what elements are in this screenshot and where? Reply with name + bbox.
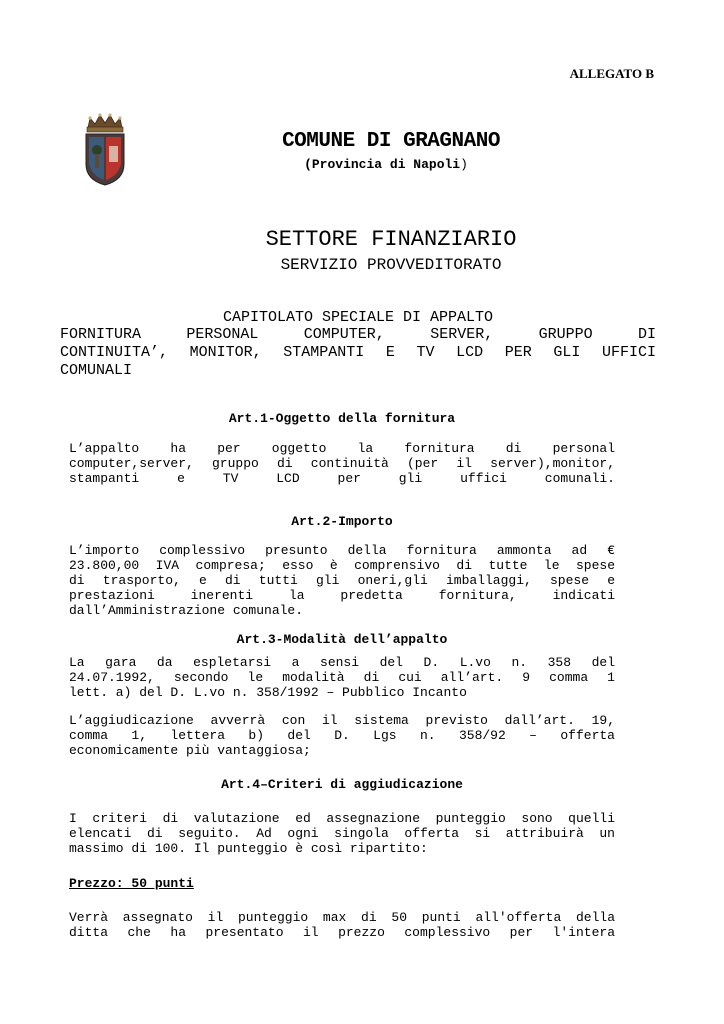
specification-line: COMUNALI: [60, 362, 133, 379]
price-criterion-heading: Prezzo: 50 punti: [69, 876, 194, 891]
specification-subject: [60, 326, 656, 380]
art4-heading: Art.4–Criteri di aggiudicazione: [221, 777, 463, 792]
art2-paragraph: [69, 543, 615, 618]
sector-title: SETTORE FINANZIARIO: [265, 227, 517, 252]
specification-title: CAPITOLATO SPECIALE DI APPALTO: [222, 309, 494, 326]
paragraph-line: prestazioni inerenti la predetta fornitura, indicati: [69, 588, 615, 603]
paragraph-line: comma 1, lettera b) del D. Lgs n. 358/92 – offerta: [69, 728, 615, 743]
art4-paragraph: [69, 811, 615, 856]
price-criterion-paragraph: [69, 910, 615, 940]
paragraph-line: I criteri di valutazione ed assegnazione punteggio sono quelli: [69, 811, 615, 826]
specification-line: CONTINUITA’, MONITOR, STAMPANTI E TV LCD PER GLI UFFICI: [60, 344, 656, 361]
paragraph-line: 24.07.1992, secondo le modalità di cui all’art. 9 comma 1: [69, 670, 615, 685]
municipality-title: COMUNE DI GRAGNANO: [282, 130, 500, 153]
paragraph-line: computer,server, gruppo di continuità (per il server),monitor,: [69, 456, 615, 471]
specification-line: FORNITURA PERSONAL COMPUTER, SERVER, GRUPPO DI: [60, 326, 656, 343]
paragraph-line: Verrà assegnato il punteggio max di 50 punti all'offerta della: [69, 910, 615, 925]
province-name: (Provincia di Napoli: [304, 157, 461, 172]
art3-paragraph-2: [69, 713, 615, 758]
paragraph-line: massimo di 100. Il punteggio è così ripartito:: [69, 841, 428, 856]
art3-heading: Art.3-Modalità dell’appalto: [236, 632, 448, 647]
paragraph-line: ditta che ha presentato il prezzo complessivo per l'intera: [69, 925, 615, 940]
paragraph-line: di trasporto, e di tutti gli oneri,gli imballaggi, spese e: [69, 573, 615, 588]
service-subtitle: SERVIZIO PROVVEDITORATO: [280, 256, 502, 274]
art3-paragraph-1: [69, 655, 615, 700]
annex-label: ALLEGATO B: [569, 66, 654, 81]
paragraph-line: L’aggiudicazione avverrà con il sistema previsto dall’art. 19,: [69, 713, 615, 728]
paragraph-line: stampanti e TV LCD per gli uffici comunali.: [69, 471, 615, 486]
paragraph-line: dall’Amministrazione comunale.: [69, 603, 304, 618]
art2-heading: Art.2-Importo: [291, 514, 393, 529]
paragraph-line: 23.800,00 IVA compresa; esso è comprensivo di tutte le spese: [69, 558, 615, 573]
paragraph-line: L’appalto ha per oggetto la fornitura di personal: [69, 441, 615, 456]
art1-paragraph: [69, 441, 615, 486]
paragraph-line: economicamente più vantaggiosa;: [69, 743, 311, 758]
province-subtitle: [60, 157, 712, 172]
paragraph-line: elencati di seguito. Ad ogni singola offerta si attribuirà un: [69, 826, 615, 841]
province-close-paren: ): [460, 157, 468, 172]
paragraph-line: lett. a) del D. L.vo n. 358/1992 – Pubblico Incanto: [69, 685, 467, 700]
paragraph-line: L’importo complessivo presunto della fornitura ammonta ad €: [69, 543, 615, 558]
paragraph-line: La gara da espletarsi a sensi del D. L.vo n. 358 del: [69, 655, 615, 670]
art1-heading: Art.1-Oggetto della fornitura: [228, 411, 456, 426]
